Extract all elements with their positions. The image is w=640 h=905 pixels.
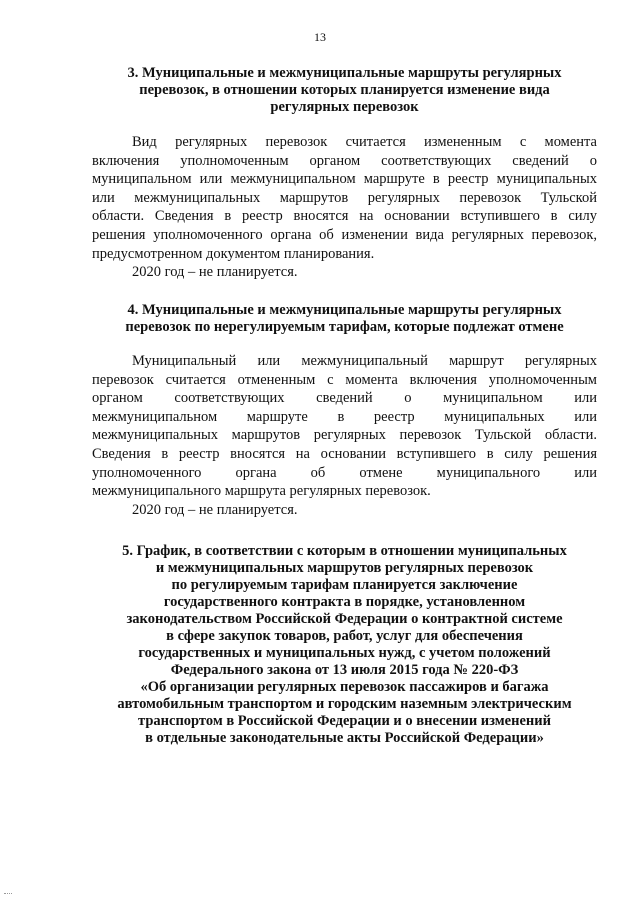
heading-line: законодательством Российской Федерации о контрактной системе [126,611,563,627]
paragraph-line: перевозок считается отмененным с момента включения уполномоченным [92,371,597,388]
section-5-heading [92,543,597,747]
paragraph-line: включения уполномоченным органом соответствующих сведений о [92,152,597,169]
heading-line: по регулируемым тарифам планируется заключение [171,577,518,593]
heading-line: перевозок, в отношении которых планируется изменение вида [139,82,550,98]
heading-line: в сфере закупок товаров, работ, услуг для обеспечения [166,628,523,644]
paragraph-line: межмуниципальных маршрутов регулярных перевозок Тульской области. [92,427,597,444]
heading-line: Федерального закона от 13 июля 2015 года № 220-ФЗ [170,662,519,678]
plan-status-line: 2020 год – не планируется. [132,264,298,281]
heading-line: государственного контракта в порядке, установленном [163,594,526,610]
section-4-paragraph [92,352,597,519]
heading-line: 4. Муниципальные и межмуниципальные маршруты регулярных [127,302,562,318]
heading-line: 5. График, в соответствии с которым в отношении муниципальных [122,543,567,559]
paragraph-line: органом соответствующих сведений о муниципальном или [92,390,597,407]
scan-artifact [4,893,12,894]
heading-line: регулярных перевозок [270,99,419,115]
paragraph-line: муниципальном или межмуниципальном маршруте в реестр муниципальных [92,171,597,188]
heading-line: перевозок по нерегулируемым тарифам, которые подлежат отмене [125,319,564,335]
paragraph-line: межмуниципальном маршруте в реестр муниципальных или [92,408,597,425]
paragraph-line: решения уполномоченного органа об изменении вида регулярных перевозок, [92,226,597,243]
section-4-heading [92,302,597,336]
paragraph-line: межмуниципального маршрута регулярных перевозок. [92,483,431,500]
plan-status-line: 2020 год – не планируется. [132,501,298,518]
heading-line: государственных и муниципальных нужд, с учетом положений [138,645,551,661]
section-3-heading [92,65,597,116]
paragraph-line: области. Сведения в реестр вносятся на основании вступившего в силу [92,208,597,225]
paragraph-line: уполномоченного органа об отмене муниципального или [92,464,597,481]
heading-line: 3. Муниципальные и межмуниципальные маршруты регулярных [127,65,562,81]
paragraph-line: Муниципальный или межмуниципальный маршрут регулярных [132,353,597,369]
heading-line: автомобильным транспортом и городским наземным электрическим [117,696,572,712]
heading-line: транспортом в Российской Федерации и о внесении изменений [138,713,551,729]
paragraph-line: Сведения в реестр вносятся на основании вступившего в силу решения [92,445,597,462]
heading-line: и межмуниципальных маршрутов регулярных перевозок [155,560,534,576]
paragraph-line: Вид регулярных перевозок считается измененным с момента [132,134,597,150]
heading-line: в отдельные законодательные акты Российской Федерации» [145,730,544,746]
paragraph-line: предусмотренном документом планирования. [92,245,375,262]
page-number: 13 [314,30,326,44]
heading-line: «Об организации регулярных перевозок пассажиров и багажа [140,679,549,695]
section-3-paragraph [92,133,597,282]
paragraph-line: или межмуниципальных маршрутов регулярных перевозок Тульской [92,189,597,206]
